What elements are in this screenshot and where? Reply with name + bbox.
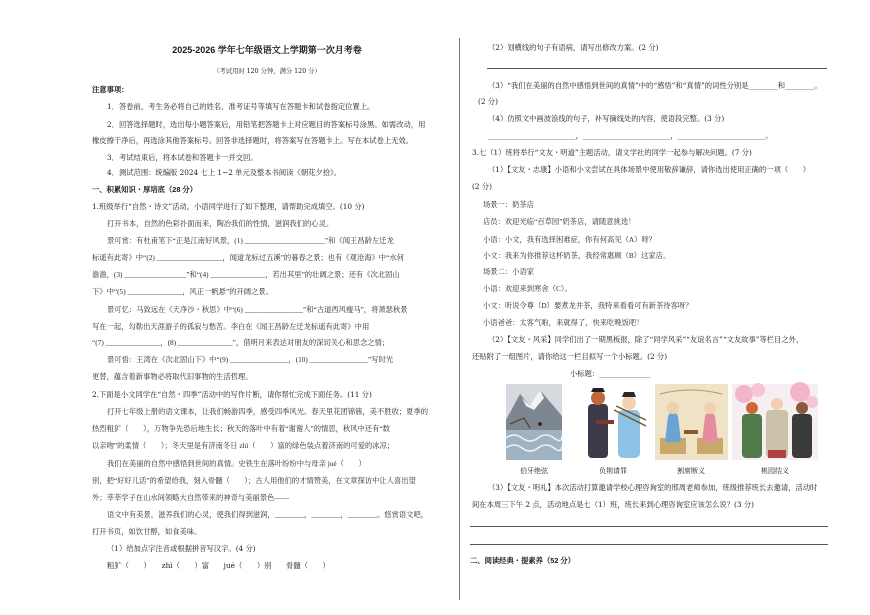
question-2-passage-line-1: 打开七年级上册的语文课本，让我们畅游四季，感受四季风光。春天里花团锦簇，美不胜收；夏季的 xyxy=(107,407,429,416)
peach-blossom xyxy=(735,385,753,403)
notice-item-2: 2．回答选择题时，选出每小题答案后，用铅笔把答题卡上对应题目的答案标号涂黑。如需改动，用 xyxy=(107,120,426,129)
question-3-sub-2-continued: 还贴附了一组图片，请你给这一栏目拟写一个小标题。(2 分) xyxy=(472,352,668,361)
notice-item-3: 3．考试结束后，将本试卷和答题卡一并交回。 xyxy=(107,153,258,162)
question-2-sub-1: （1）给加点字注音或根据拼音写汉字。(4 分) xyxy=(107,544,256,553)
question-1-intro: 打开书本，自然的色彩扑面而来，陶冶我们的性情，滋润我们的心灵。 xyxy=(107,219,334,228)
question-2-sub-3-score: (2 分) xyxy=(478,97,498,106)
scene-2-xiaoyu-line: 小语：欢迎来到寒舍（C）。 xyxy=(483,284,572,293)
caption-gexi-duanyi: 割席断义 xyxy=(677,467,705,475)
question-1-reason-line-2: 更替，蕴含着新事物必将取代旧事物的生活哲理。 xyxy=(92,372,253,381)
scene-1-heading: 场景一：奶茶店 xyxy=(483,200,535,209)
question-3-sub-3-continued: 间在本周三下午 2 点，活动地点是七（1）班，班长来到心理咨询室应该怎么说？(3 分) xyxy=(472,500,754,509)
scene-1-xiaoyu-line: 小语：小文，我有选择困难症，你有何高见（A）呀？ xyxy=(483,235,657,244)
caption-taoyuan-jieyi: 桃园结义 xyxy=(761,467,789,475)
scene-1-xiaowen-line: 小文：我来为你推荐这杯奶茶，我经常惠顾（B）这家店。 xyxy=(483,251,671,260)
question-1-scenery-line-2: 标遥有此寄》中“(2) __________________，闻道龙标过五溪”的暮春之景；也有《观沧海》中“水何 xyxy=(92,253,404,262)
dark-robe-figure xyxy=(588,404,608,458)
exam-title: 2025-2026 学年七年级语文上学期第一次月考卷 xyxy=(172,45,362,55)
notice-item-4: 4．测试范围：统编版 2024 七上 1~2 单元及整本书阅读《朝花夕拾》。 xyxy=(107,168,341,177)
section-1-heading: 一、积累知识・厚培底（28 分） xyxy=(92,185,198,194)
question-2-sub-3: （3）“我们在美丽的自然中感悟到世间的真情”中的“感悟”和“真情”的词性分别是________和________。 xyxy=(488,81,822,90)
question-2-passage-line-2: 热烈粗犷（ ），万物争先恐后地生长；秋天的落叶中有着“谢谢人”的情思，秋风中还有“数 xyxy=(92,424,390,433)
question-3-sub-2: （2）【文友・风采】同学们出了一期黑板报，除了“同学风采”“友谊名言”“文友故事”等栏目之外， xyxy=(488,335,804,344)
question-1-reason-line-1: 景可悟：王湾在《次北固山下》中“(9) ________________，(10) ________________”写时光 xyxy=(107,355,394,364)
question-2-passage-line-8: 打开书页，如饮甘醇，如食美味。 xyxy=(92,527,202,536)
question-1-memory-line-1: 景可忆：马致远在《天净沙・秋思》中“(6) ________________”和“古道西风瘦马”，将萧瑟秋景 xyxy=(107,305,408,314)
seated-scholars-illustration xyxy=(655,384,728,460)
notice-item-1: 1．答卷前，考生务必将自己的姓名、准考证号等填写在答题卡和试卷指定位置上。 xyxy=(107,102,375,111)
question-3-sub-1: （1）【文友・志康】小语和小文尝试在具体场景中使用敬辞谦辞，请你选出使用正确的一项（ ） xyxy=(488,165,811,174)
question-1-memory-line-2: 写在一起，勾勒出天涯游子的孤寂与愁苦。李白在《闻王昌龄左迁龙标遥有此寄》中用 xyxy=(92,322,370,331)
notice-item-2-continued: 橡皮擦干净后，再选涂其他答案标号。回答非选择题时，将答案写在答题卡上。写在本试卷上无效。 xyxy=(92,136,414,145)
question-1-memory-line-3: “(7) _______________，(8) _______________”，借明月来表达对朋友的深切关心和思念之情； xyxy=(92,338,390,347)
question-2-stem: 2.下面是小文同学在“自然・四季”活动中的写作片断，请你帮忙完成下面任务。(11 分) xyxy=(92,390,372,399)
answer-line xyxy=(487,68,827,69)
question-2-passage-line-5: 别，把“好好儿活”的希望给我，刻入骨髓（ ）；古人用他们的才情赞美，在文章探访中让人喜出望 xyxy=(92,476,416,485)
question-2-passage-line-4: 我们在美丽的自然中感悟到世间的真情。史铁生在落叶纷纷中与母亲 jué（ ） xyxy=(107,459,366,468)
question-2-sub-4: （4）仿照文中画波浪线的句子，补写摘线处的内容，使语段完整。(3 分) xyxy=(488,114,725,123)
question-1-stem: 1.班级举行“自然・诗文”活动，小语同学进行了如下整理，请帮助完成填空。(10 分) xyxy=(92,202,365,211)
scene-2-father-line: 小语爸爸：太客气啦，来就得了，快来吃晚饭吧！ xyxy=(483,318,644,327)
question-2-passage-line-6: 外；莘莘学子在山水间领略大自然带来的神奇与美丽景色—— xyxy=(92,493,290,502)
picture-gallery xyxy=(500,380,825,465)
caption-fujing-qingzui: 负荆请罪 xyxy=(599,467,627,475)
column-divider xyxy=(459,38,460,600)
low-table xyxy=(684,430,698,434)
question-3-sub-3: （3）【文友・明礼】本次活动打算邀请学校心理咨询室的邢周老师参加，班级推荐班长去邀请，活动时 xyxy=(488,483,818,492)
figure-dark xyxy=(792,414,812,458)
scene-2-heading: 场景二：小语家 xyxy=(483,267,535,276)
notice-heading: 注意事项： xyxy=(92,85,129,94)
question-2-sub-1-items: 粗犷（ ） zhì（ ）富 jué（ ）别 骨髓（ ） xyxy=(107,561,330,570)
question-1-scenery-line-3: 澹澹，(3) _________________”和“(4) _______________，若出其里”的壮阔之景；还有《次北固山 xyxy=(92,270,400,279)
altar-table xyxy=(768,450,786,458)
answer-line xyxy=(470,544,828,545)
scene-1-clerk-line: 店员：欢迎光临“百草园”奶茶店，请随意挑选！ xyxy=(483,217,636,226)
small-figure-shape xyxy=(538,422,542,426)
answer-line xyxy=(470,526,828,527)
subtitle-blank: 小标题：______________ xyxy=(570,369,651,378)
scene-2-xiaowen-line: 小文：听说令尊（D）要煮龙井茶，我特来看看可有新茶待客呀？ xyxy=(483,301,693,310)
mountain-stream-illustration xyxy=(506,384,562,460)
question-2-sub-4-blanks: ________________________，________________________，________________________。 xyxy=(488,131,773,140)
caption-boya-juexian: 伯牙绝弦 xyxy=(520,467,548,475)
question-2-sub-2: （2）划横线的句子有语病，请写出修改方案。(2 分) xyxy=(488,43,659,52)
two-figures-apology-illustration xyxy=(578,384,648,460)
question-2-passage-line-3: 以亲吻”的柔情（ ）；冬天里是有济南冬日 zhì（ ）富的绿色装点着济南的可爱的冰凉； xyxy=(92,441,395,450)
exam-duration-score: （考试用时 120 分钟，满分 120 分） xyxy=(213,68,321,75)
question-3-sub-1-score: (2 分) xyxy=(472,182,492,191)
section-2-heading: 二、阅读经典・提素养（52 分） xyxy=(470,556,576,565)
question-1-scenery-line-1: 景可赏：有杜甫笔下“正是江南好风景，(1) ______________________”和《闻王昌龄左迁龙 xyxy=(107,236,394,245)
three-sworn-brothers-illustration xyxy=(732,382,818,460)
figure-green xyxy=(742,414,762,458)
question-3-stem: 3.七（1）班将举行“文友・明道”主题活动，请文学社的同学一起参与解决问题。(7 分) xyxy=(472,148,752,157)
question-1-scenery-line-4: 下》中“(5) _______________，风正一帆悬”的开阔之景。 xyxy=(92,287,273,296)
question-2-passage-line-7: 语文中有美景，滋养我们的心灵，使我们得到滋润，________，________，________。悠赏语文吧， xyxy=(107,510,429,519)
